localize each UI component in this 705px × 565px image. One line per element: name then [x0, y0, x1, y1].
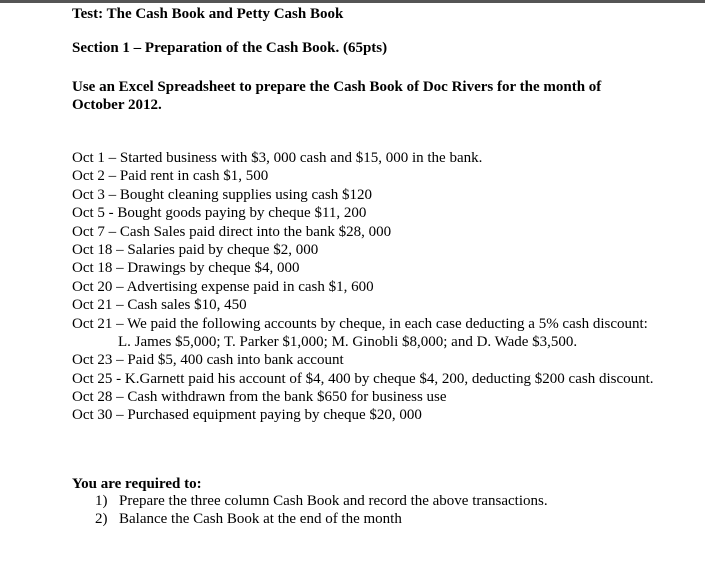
task-text: Prepare the three column Cash Book and record the above transactions.	[119, 493, 548, 509]
instruction-line: Use an Excel Spreadsheet to prepare the Cash Book of Doc Rivers for the month of	[72, 79, 602, 95]
transaction-item: Oct 3 – Bought cleaning supplies using cash $120	[72, 186, 372, 203]
instruction	[72, 78, 601, 114]
section-heading: Section 1 – Preparation of the Cash Book. (65pts)	[72, 40, 388, 56]
task-item	[72, 511, 548, 529]
transaction-item: Oct 18 – Salaries paid by cheque $2, 000	[72, 241, 319, 258]
transaction-item: Oct 1 – Started business with $3, 000 cash and $15, 000 in the bank.	[72, 150, 483, 166]
transaction-item: Oct 25 - K.Garnett paid his account of $4, 400 by cheque $4, 200, deducting $200 cash discount.	[72, 370, 654, 387]
transaction-item: Oct 21 – We paid the following accounts by cheque, in each case deducting a 5% cash discount:	[72, 315, 648, 332]
transaction-item: Oct 20 – Advertising expense paid in cash $1, 600	[72, 278, 374, 295]
task-item	[72, 493, 548, 511]
top-border	[0, 0, 705, 3]
transaction-item: Oct 28 – Cash withdrawn from the bank $650 for business use	[72, 389, 447, 406]
transaction-continuation: L. James $5,000; T. Parker $1,000; M. Ginobli $8,000; and D. Wade $3,500.	[118, 333, 578, 350]
transaction-list	[72, 149, 654, 425]
transaction-item: Oct 2 – Paid rent in cash $1, 500	[72, 168, 269, 185]
transaction-item: Oct 30 – Purchased equipment paying by cheque $20, 000	[72, 407, 422, 424]
instruction-line: October 2012.	[72, 97, 162, 113]
required-heading: You are required to:	[72, 476, 202, 492]
task-number: 1)	[95, 493, 108, 509]
document-title: Test: The Cash Book and Petty Cash Book	[72, 6, 344, 22]
task-text: Balance the Cash Book at the end of the month	[119, 510, 402, 527]
task-list	[72, 493, 548, 528]
transaction-item: Oct 21 – Cash sales $10, 450	[72, 297, 247, 314]
transaction-item: Oct 18 – Drawings by cheque $4, 000	[72, 260, 300, 277]
transaction-item: Oct 5 - Bought goods paying by cheque $11, 200	[72, 205, 367, 222]
transaction-item: Oct 23 – Paid $5, 400 cash into bank account	[72, 352, 344, 369]
transaction-item: Oct 7 – Cash Sales paid direct into the bank $28, 000	[72, 223, 392, 240]
task-number: 2)	[95, 510, 108, 527]
